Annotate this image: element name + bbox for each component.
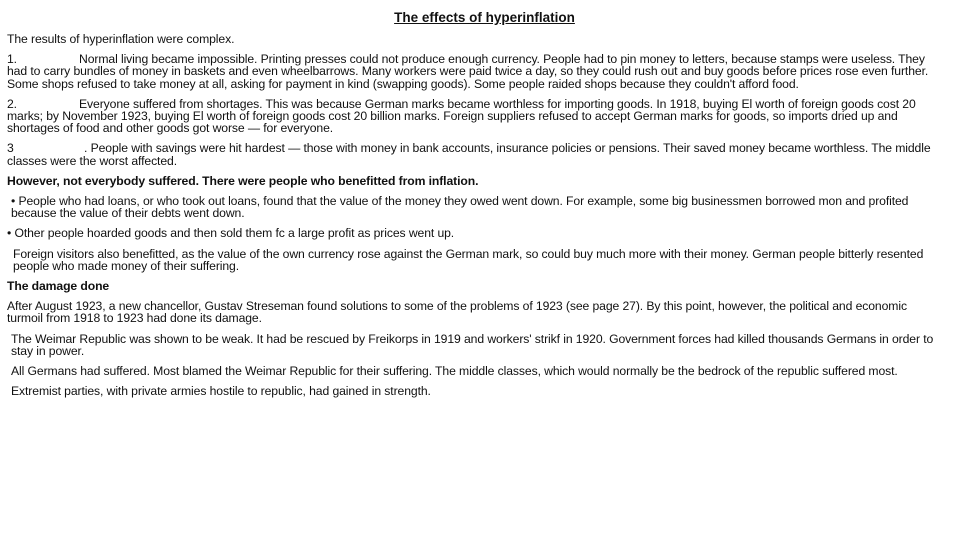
point-1-text: Normal living became impossible. Printing presses could not produce enough currency. People had to pin money to letters, because stamps were useless. They had to carry bundles of money in baskets and even wheelbarrows. Many workers were paid twice a day, so they could rush out and buy goods before prices rose even further. Some shops refused to take money at all, asking for payment in kind (swapping goods). Some people raided shops because they couldn't afford food. — [7, 52, 929, 91]
intro-paragraph: The results of hyperinflation were complex. — [7, 32, 235, 46]
damage-paragraph-3: All Germans had suffered. Most blamed the Weimar Republic for their suffering. The middle classes, which would normally be the bedrock of the republic suffered most. — [11, 364, 898, 379]
page-title: The effects of hyperinflation — [394, 10, 575, 25]
document-page — [7, 10, 937, 405]
however-heading: However, not everybody suffered. There were people who benefitted from inflation. — [7, 173, 479, 188]
point-3-number: 3 — [7, 141, 14, 156]
point-3-text: . People with savings were hit hardest — those with money in bank accounts, insurance policies or pensions. Their saved money became worthless. The middle classes were the worst affected. — [7, 141, 931, 168]
damage-paragraph-4: Extremist parties, with private armies hostile to republic, had gained in strength. — [11, 384, 431, 399]
point-2-paragraph — [7, 98, 937, 135]
point-2-number: 2. — [7, 96, 17, 111]
point-1-paragraph — [7, 53, 937, 90]
damage-heading: The damage done — [7, 279, 110, 294]
damage-paragraph-2: The Weimar Republic was shown to be weak. It had be rescued by Freikorps in 1919 and workers' strikf in 1920. Government forces had killed thousands Germans in order to stay in power. — [11, 331, 934, 358]
point-3-paragraph — [7, 142, 937, 166]
damage-paragraph-1: After August 1923, a new chancellor, Gustav Streseman found solutions to some of the problems of 1923 (see page 27). By this point, however, the political and economic turmoil from 1918 to 1923 had done its damage. — [7, 299, 907, 326]
point-2-text: Everyone suffered from shortages. This was because German marks became worthless for importing goods. In 1918, buying El worth of foreign goods cost 20 marks; by November 1923, buying El worth of foreign goods cost 20 billion marks. Foreign suppliers refused to accept German marks for goods, so imports dried up and shortages of food and other goods got worse — for everyone. — [7, 96, 916, 136]
point-1-number: 1. — [7, 52, 17, 67]
bullet-loans: • People who had loans, or who took out loans, found that the value of the money they owed went down. For example, some big businessmen borrowed mon and profited because the value of their debts went down. — [11, 194, 909, 221]
bullet-hoarders: • Other people hoarded goods and then sold them fc a large profit as prices went up. — [7, 226, 455, 241]
foreign-visitors-paragraph: Foreign visitors also benefitted, as the value of the own currency rose against the German mark, so could buy much more with their money. German people bitterly resented people who made money of their suffering. — [13, 246, 924, 273]
